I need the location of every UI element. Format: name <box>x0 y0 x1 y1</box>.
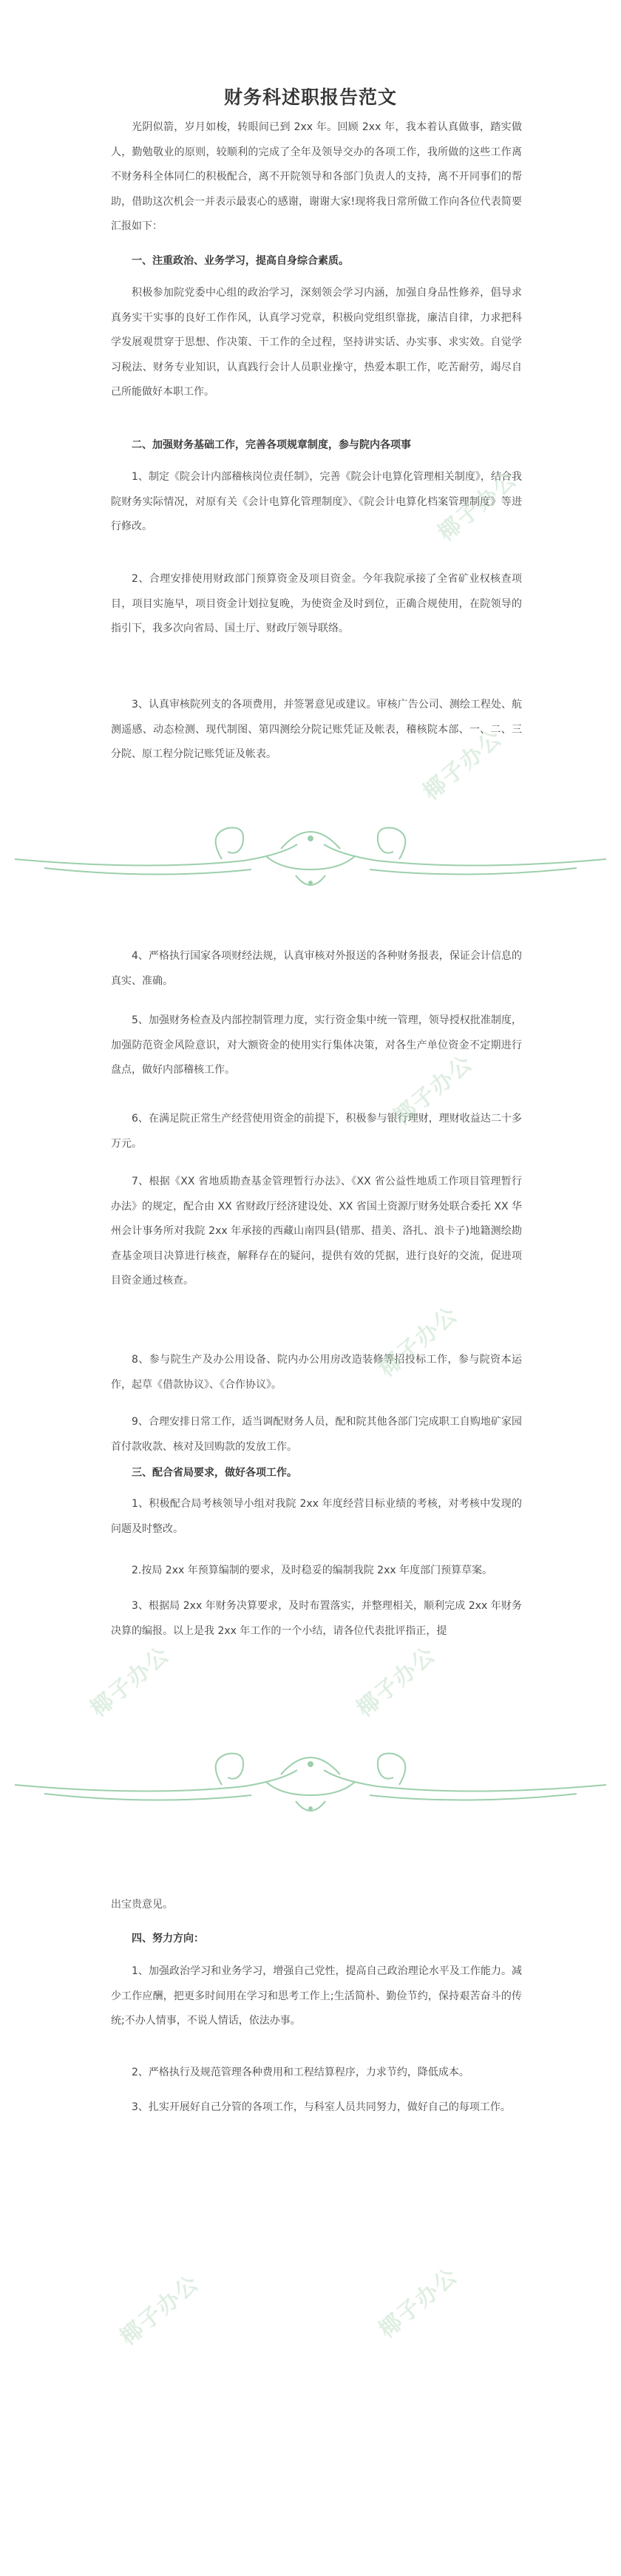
paragraph: 8、参与院生产及办公用设备、院内办公用房改造装修等招投标工作，参与院资本运作，起草《借款协议》、《合作协议》。 <box>111 1354 522 1391</box>
paragraph: 9、合理安排日常工作，适当调配财务人员，配和院其他各部门完成职工自购地矿家园首付款收款、核对及回购款的发放工作。 <box>111 1416 522 1453</box>
watermark: 椰子办公 <box>351 1641 441 1723</box>
watermark: 椰子办公 <box>373 2263 464 2344</box>
page-2 <box>0 850 621 1782</box>
page-1 <box>0 0 621 850</box>
paragraph: 1、加强政治学习和业务学习，增强自己党性，提高自己政治理论水平及工作能力。减少工作应酬，把更多时间用在学习和思考工作上;生活简朴、勤俭节约，保持艰苦奋斗的传统;不办人情事，不说人情话，依法办事。 <box>111 1965 522 2027</box>
paragraph: 2.按局 2xx 年预算编制的要求，及时稳妥的编制我院 2xx 年度部门预算草案。 <box>132 1565 493 1576</box>
intro-paragraph: 光阴似箭，岁月如梭，转眼间已到 2xx 年。回顾 2xx 年，我本着认真做事，踏实做人，勤勉敬业的原则，较顺利的完成了全年及领导交办的各项工作，我所做的这些工作离不财务科全体同仁的积极配合，离不开院领导和各部门负责人的支持，离不开同事们的帮助，借助这次机会一并表示最衷心的感谢，谢谢大家!现将我日常所做工作向各位代表简要汇报如下： <box>111 121 522 232</box>
paragraph: 7、根据《XX 省地质勘查基金管理暂行办法》、《XX 省公益性地质工作项目管理暂行办法》的规定，配合由 XX 省财政厅经济建设处、XX 省国土资源厅财务处联合委托 XX 华州会计事务所对我院 2xx 年承接的西藏山南四县(错那、措美、洛扎、浪卡子)地籍测绘勘查基金项目决算进行核查，解释存在的疑问，提供有效的凭据，进行良好的交流，促进项目资金通过核查。 <box>111 1176 522 1287</box>
paragraph: 2、合理安排使用财政部门预算资金及项目资金。今年我院承接了全省矿业权核查项目，项目实施早，项目资金计划拉复晚，为使资金及时到位，正确合规使用，在院领导的指引下，我多次向省局、国土厅、财政厅领导联络。 <box>111 573 522 634</box>
paragraph: 6、在满足院正常生产经营使用资金的前提下，积极参与银行理财，理财收益达二十多万元。 <box>111 1113 522 1150</box>
watermark: 椰子办公 <box>85 1641 175 1723</box>
section-heading-2: 二、加强财务基础工作，完善各项规章制度，参与院内各项事 <box>132 439 411 451</box>
document-title: 财务科述职报告范文 <box>223 87 397 108</box>
section-heading-3: 三、配合省局要求，做好各项工作。 <box>132 1467 297 1479</box>
paragraph: 3、根据局 2xx 年财务决算要求，及时布置落实，并整理相关，顺利完成 2xx 年财务决算的编报。以上是我 2xx 年工作的一个小结，请各位代表批评指正，提 <box>111 1600 522 1637</box>
paragraph: 1、制定《院会计内部稽核岗位责任制》，完善《院会计电算化管理相关制度》，结合我院财务实际情况，对原有关《会计电算化管理制度》、《院会计电算化档案管理制度》等进行修改。 <box>111 471 522 532</box>
section-heading-1: 一、注重政治、业务学习，提高自身综合素质。 <box>132 255 349 267</box>
paragraph: 出宝贵意见。 <box>111 1899 173 1911</box>
watermark: 椰子办公 <box>388 1050 478 1131</box>
paragraph: 3、扎实开展好自己分管的各项工作，与科室人员共同努力，做好自己的每项工作。 <box>132 2101 511 2113</box>
section-heading-4: 四、努力方向： <box>132 1933 204 1945</box>
paragraph: 3、认真审核院列支的各项费用，并签署意见或建议。审核广告公司、测绘工程处、航测遥感、动态检测、现代制图、第四测绘分院记账凭证及帐表，稽核院本部、一、二、三分院、原工程分院记账凭证及帐表。 <box>111 699 522 760</box>
watermark: 椰子办公 <box>115 2270 205 2351</box>
watermark: 椰子办公 <box>418 725 508 806</box>
page-3 <box>0 1782 621 2576</box>
paragraph: 5、加强财务检查及内部控制管理力度，实行资金集中统一管理，领导授权批准制度，加强防范资金风险意识，对大额资金的使用实行集体决策，对各生产单位资金不定期进行盘点，做好内部稽核工作。 <box>111 1014 522 1076</box>
paragraph: 积极参加院党委中心组的政治学习，深刻领会学习内涵，加强自身品性修养，倡导求真务实干实事的良好工作作风，认真学习党章，积极向党组织靠拢，廉洁自律，力求把科学发展观贯穿于思想、作决策、干工作的全过程，坚持讲实话、办实事、求实效。自觉学习税法、财务专业知识，认真践行会计人员职业操守，热爱本职工作，吃苦耐劳，竭尽自己所能做好本职工作。 <box>111 287 522 398</box>
watermark: 椰子办公 <box>432 466 523 547</box>
paragraph: 2、严格执行及规范管理各种费用和工程结算程序，力求节约，降低成本。 <box>132 2067 469 2078</box>
paragraph: 1、积极配合局考核领导小组对我院 2xx 年度经营目标业绩的考核，对考核中发现的问题及时整改。 <box>111 1498 522 1535</box>
paragraph: 4、严格执行国家各项财经法规，认真审核对外报送的各种财务报表，保证会计信息的真实、准确。 <box>111 950 522 987</box>
watermark: 椰子办公 <box>373 1301 464 1383</box>
